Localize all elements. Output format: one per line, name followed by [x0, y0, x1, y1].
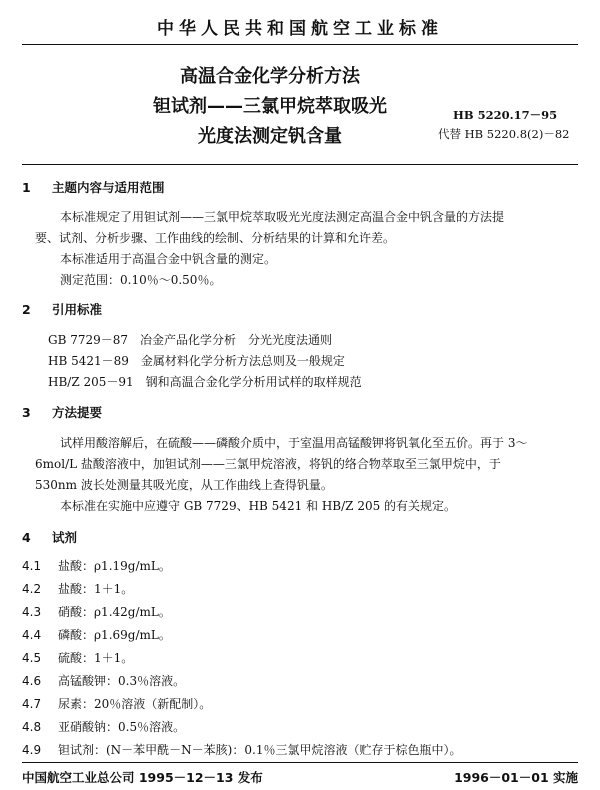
header-rule	[22, 44, 578, 45]
reagent-item	[22, 626, 171, 643]
replaces-standard: 代替 HB 5220.8(2)－82	[438, 127, 570, 141]
section-title: 引用标准	[52, 302, 103, 317]
reagent-text: 尿素：20％溶液（新配制）。	[58, 697, 212, 711]
section-1-para-2: 本标准适用于高温合金中钒含量的测定。	[60, 252, 277, 266]
section-3-heading	[22, 403, 102, 421]
reagent-text: 高锰酸钾：0.3％溶液。	[58, 674, 186, 688]
section-title: 方法提要	[52, 405, 103, 420]
title-line-2: 钽试剂——三氯甲烷萃取吸光	[153, 96, 387, 117]
standard-header: 中华人民共和国航空工业标准	[157, 19, 443, 39]
section-number: 4	[22, 530, 31, 545]
section-3-para-1b: 6mol/L 盐酸溶液中，加钽试剂——三氯甲烷溶液，将钒的络合物萃取至三氯甲烷中，于	[35, 457, 501, 471]
reference-item: GB 7729－87 冶金产品化学分析 分光光度法通则	[48, 333, 333, 347]
reagent-text: 钽试剂：(N－苯甲酰－N－苯胲)：0.1％三氯甲烷溶液（贮存于棕色瓶中）。	[58, 743, 462, 757]
reagent-item	[22, 718, 185, 735]
reagent-number: 4.3	[22, 605, 42, 619]
section-number: 2	[22, 302, 31, 317]
reagent-number: 4.1	[22, 559, 42, 573]
title-line-3: 光度法测定钒含量	[198, 126, 342, 147]
reagent-text: 硫酸：1＋1。	[58, 651, 134, 665]
section-1-para-1b: 要、试剂、分析步骤、工作曲线的绘制、分析结果的计算和允许差。	[35, 231, 396, 245]
reagent-number: 4.8	[22, 720, 42, 734]
standard-number: HB 5220.17－95	[453, 108, 558, 122]
reagent-item	[22, 557, 171, 574]
reagent-item	[22, 672, 185, 689]
reagent-item	[22, 741, 461, 758]
reagent-text: 硝酸：ρ1.42g/mL。	[58, 605, 171, 619]
section-3-para-1a: 试样用酸溶解后，在硫酸——磷酸介质中，于室温用高锰酸钾将钒氧化至五价。再于 3～	[60, 436, 528, 450]
reagent-text: 盐酸：ρ1.19g/mL。	[58, 559, 171, 573]
reagent-number: 4.2	[22, 582, 42, 596]
section-1-para-3: 测定范围：0.10％～0.50％。	[60, 273, 222, 287]
reagent-item	[22, 649, 133, 666]
issue-date: 中国航空工业总公司 1995－12－13 发布	[22, 770, 263, 785]
reagent-number: 4.9	[22, 743, 42, 757]
section-3-para-2: 本标准在实施中应遵守 GB 7729、HB 5421 和 HB/Z 205 的有关规定。	[60, 499, 457, 513]
section-number: 3	[22, 405, 31, 420]
section-2-heading	[22, 300, 102, 318]
reference-item: HB 5421－89 金属材料化学分析方法总则及一般规定	[48, 354, 345, 368]
section-1-para-1a: 本标准规定了用钽试剂——三氯甲烷萃取吸光光度法测定高温合金中钒含量的方法提	[60, 210, 505, 224]
reagent-number: 4.7	[22, 697, 42, 711]
reagent-number: 4.5	[22, 651, 42, 665]
effective-date: 1996－01－01 实施	[454, 770, 578, 785]
reference-item: HB/Z 205－91 钢和高温合金化学分析用试样的取样规范	[48, 375, 362, 389]
reagent-text: 磷酸：ρ1.69g/mL。	[58, 628, 171, 642]
reagent-text: 亚硝酸钠：0.5％溶液。	[58, 720, 186, 734]
reagent-item	[22, 580, 133, 597]
section-4-heading	[22, 528, 77, 546]
section-title: 试剂	[52, 530, 78, 545]
section-number: 1	[22, 180, 31, 195]
title-rule	[22, 164, 578, 165]
section-1-heading	[22, 178, 165, 196]
section-3-para-1c: 530nm 波长处测量其吸光度，从工作曲线上查得钒量。	[35, 478, 333, 492]
reagent-item	[22, 695, 211, 712]
footer-rule	[22, 762, 578, 763]
reagent-number: 4.6	[22, 674, 42, 688]
reagent-item	[22, 603, 171, 620]
reagent-number: 4.4	[22, 628, 42, 642]
reagent-text: 盐酸：1＋1。	[58, 582, 134, 596]
section-title: 主题内容与适用范围	[52, 180, 165, 195]
title-line-1: 高温合金化学分析方法	[180, 66, 360, 87]
